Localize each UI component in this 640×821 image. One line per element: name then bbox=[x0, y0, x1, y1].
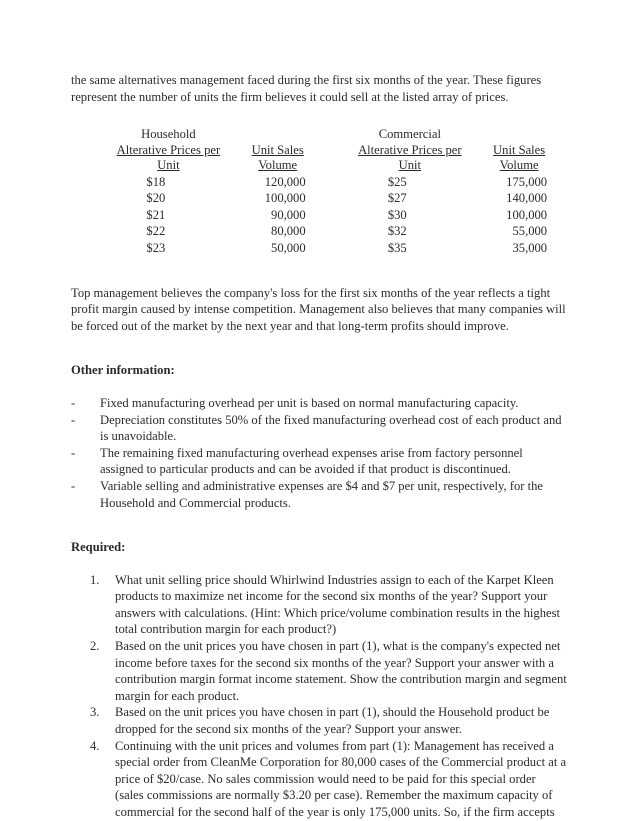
value-household-price: $23 bbox=[146, 240, 166, 255]
row-mid-spacer bbox=[326, 207, 349, 224]
value-commercial-volume: 55,000 bbox=[512, 224, 548, 239]
management-paragraph: Top management believes the company's loss for the first six months of the year reflects a tight profit margin caused by intense competition. Management also believes that many companies will be forced out of the market by the next year and that long-term profits should improve. bbox=[71, 285, 566, 333]
cell-household-volume bbox=[230, 207, 326, 224]
dash-bullet-icon: - bbox=[71, 478, 76, 493]
dash-bullet-icon: - bbox=[71, 445, 76, 460]
value-commercial-volume: 175,000 bbox=[506, 174, 548, 189]
value-household-volume: 80,000 bbox=[271, 224, 306, 239]
value-household-volume: 90,000 bbox=[271, 207, 306, 222]
cell-household-volume bbox=[230, 240, 326, 257]
value-commercial-volume: 35,000 bbox=[512, 240, 548, 255]
group-title-commercial: Commercial bbox=[378, 127, 441, 142]
header-household-volume-line1: Unit Sales bbox=[251, 142, 304, 157]
header-commercial-price bbox=[348, 143, 471, 174]
table-row bbox=[107, 190, 567, 207]
value-household-price: $18 bbox=[146, 174, 166, 189]
table-row bbox=[107, 223, 567, 240]
intro-paragraph: the same alternatives management faced during the first six months of the year. These figures represent the number of units the firm believes it could sell at the listed array of prices. bbox=[71, 73, 542, 104]
list-item-text: Continuing with the unit prices and volumes from part (1): Management has received a special order from CleanMe Corporation for 80,000 cases of the Commercial product at a price of $20/case. No sales commission would need to be paid for this special order (sales commissions are normally $3.20 per case). Remember the maximum capacity of commercial for the second half of the year is only 175,000 units. So, if the firm accepts bbox=[115, 738, 567, 819]
list-item-number: 4. bbox=[90, 738, 100, 753]
table-row bbox=[107, 207, 567, 224]
value-household-volume: 50,000 bbox=[271, 240, 306, 255]
cell-household-price bbox=[107, 174, 230, 191]
value-household-volume: 100,000 bbox=[264, 191, 306, 206]
list-item bbox=[71, 395, 567, 412]
header-household-volume bbox=[230, 143, 326, 174]
value-commercial-volume: 140,000 bbox=[506, 191, 548, 206]
cell-commercial-price bbox=[348, 223, 471, 240]
row-mid-spacer bbox=[326, 240, 349, 257]
list-item bbox=[90, 572, 567, 638]
list-item-text: Depreciation constitutes 50% of the fixed manufacturing overhead cost of each product and is unavoidable. bbox=[100, 412, 562, 444]
header-commercial-volume-line2: Volume bbox=[499, 158, 539, 173]
dash-bullet-icon: - bbox=[71, 395, 76, 410]
spacer-before-required bbox=[71, 511, 567, 539]
list-item-text: Fixed manufacturing overhead per unit is based on normal manufacturing capacity. bbox=[100, 395, 519, 410]
spacer-before-table bbox=[71, 105, 567, 127]
cell-commercial-price bbox=[348, 174, 471, 191]
cell-commercial-volume bbox=[471, 174, 567, 191]
header-household-price bbox=[107, 143, 230, 174]
table-row bbox=[107, 174, 567, 191]
group-title-commercial-spacer bbox=[471, 127, 567, 143]
cell-household-volume bbox=[230, 174, 326, 191]
header-household-volume-line2: Volume bbox=[258, 158, 298, 173]
cell-household-price bbox=[107, 223, 230, 240]
list-item-text: Variable selling and administrative expenses are $4 and $7 per unit, respectively, for the Household and Commercial products. bbox=[100, 478, 543, 510]
value-commercial-price: $35 bbox=[387, 240, 407, 255]
cell-household-volume bbox=[230, 223, 326, 240]
table-group-title-row bbox=[107, 127, 567, 143]
price-volume-table bbox=[107, 127, 567, 256]
list-item bbox=[71, 412, 567, 445]
list-item bbox=[71, 445, 567, 478]
cell-commercial-price bbox=[348, 190, 471, 207]
value-household-volume: 120,000 bbox=[264, 174, 306, 189]
header-household-price-line1: Alterative Prices per bbox=[116, 142, 221, 157]
header-commercial-price-line2: Unit bbox=[398, 158, 422, 173]
value-household-price: $21 bbox=[146, 207, 166, 222]
list-item-number: 2. bbox=[90, 639, 100, 654]
cell-household-price bbox=[107, 240, 230, 257]
other-information-list bbox=[71, 395, 567, 511]
dash-bullet-icon: - bbox=[71, 412, 76, 427]
row-mid-spacer bbox=[326, 223, 349, 240]
list-item bbox=[90, 638, 567, 704]
cell-commercial-volume bbox=[471, 223, 567, 240]
list-item-text: What unit selling price should Whirlwind Industries assign to each of the Karpet Kleen products to maximize net income for the second six months of the year? Support your answers with calculations. (Hint: Which price/volume combination results in the highest total contribution margin for each product?) bbox=[115, 572, 560, 637]
value-commercial-price: $25 bbox=[387, 174, 407, 189]
value-household-price: $20 bbox=[146, 191, 166, 206]
table-header-row bbox=[107, 143, 567, 174]
required-heading: Required: bbox=[71, 540, 126, 555]
spacer-after-other-info-heading bbox=[71, 379, 567, 395]
cell-commercial-price bbox=[348, 207, 471, 224]
cell-household-price bbox=[107, 190, 230, 207]
spacer-before-other-info bbox=[71, 334, 567, 362]
list-item bbox=[90, 704, 567, 737]
row-mid-spacer bbox=[326, 190, 349, 207]
header-mid-spacer bbox=[326, 143, 349, 174]
list-item bbox=[71, 478, 567, 511]
cell-commercial-volume bbox=[471, 207, 567, 224]
cell-commercial-volume bbox=[471, 240, 567, 257]
header-commercial-volume bbox=[471, 143, 567, 174]
document-body bbox=[71, 72, 567, 821]
other-information-heading: Other information: bbox=[71, 363, 175, 378]
header-commercial-price-line1: Alterative Prices per bbox=[358, 142, 462, 157]
list-item bbox=[90, 738, 567, 821]
value-commercial-price: $30 bbox=[387, 207, 407, 222]
list-item-text: Based on the unit prices you have chosen in part (1), should the Household product be dropped for the second six months of the year? Support your answer. bbox=[115, 705, 550, 737]
list-item-number: 1. bbox=[90, 572, 100, 587]
cell-commercial-volume bbox=[471, 190, 567, 207]
header-commercial-volume-line1: Unit Sales bbox=[493, 142, 546, 157]
cell-commercial-price bbox=[348, 240, 471, 257]
spacer-after-required-heading bbox=[71, 556, 567, 572]
group-title-household: Household bbox=[141, 127, 196, 142]
value-commercial-price: $32 bbox=[387, 224, 407, 239]
value-household-price: $22 bbox=[146, 224, 166, 239]
table-row bbox=[107, 240, 567, 257]
required-list bbox=[90, 572, 567, 821]
header-household-price-line2: Unit bbox=[157, 158, 180, 173]
value-commercial-volume: 100,000 bbox=[506, 207, 548, 222]
table-mid-spacer bbox=[326, 127, 349, 143]
cell-household-price bbox=[107, 207, 230, 224]
group-title-household-spacer bbox=[230, 127, 326, 143]
spacer-after-table bbox=[71, 257, 567, 285]
list-item-text: The remaining fixed manufacturing overhead expenses arise from factory personnel assigned to particular products and can be avoided if that product is discontinued. bbox=[100, 445, 523, 477]
cell-household-volume bbox=[230, 190, 326, 207]
list-item-number: 3. bbox=[90, 705, 100, 720]
row-mid-spacer bbox=[326, 174, 349, 191]
value-commercial-price: $27 bbox=[387, 191, 407, 206]
list-item-text: Based on the unit prices you have chosen in part (1), what is the company's expected net income before taxes for the second six months of the year? Support your answer with a contribution margin format income statement. Show the contribution margin and segment margin for each product. bbox=[115, 639, 567, 703]
